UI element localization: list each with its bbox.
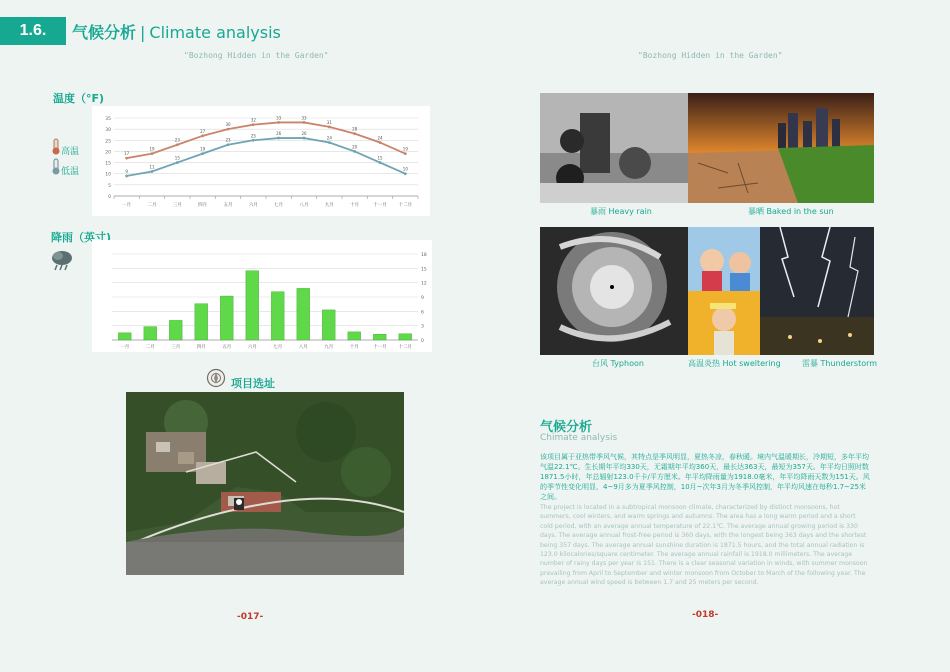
x-tick-label: 三月 bbox=[171, 345, 181, 350]
y-tick-label: 12 bbox=[421, 281, 427, 287]
caption-heavy-rain: 暴雨 Heavy rain bbox=[590, 207, 652, 216]
x-tick-label: 二月 bbox=[147, 203, 157, 208]
rain-bar bbox=[195, 304, 208, 340]
data-point bbox=[252, 123, 255, 126]
x-tick-label: 六月 bbox=[248, 203, 258, 208]
heavy-rain-photo bbox=[540, 93, 688, 203]
data-label: 25 bbox=[250, 133, 256, 139]
rain-bar bbox=[399, 334, 412, 340]
analysis-body-en: The project is located in a subtropical monsoon climate, characterized by distinct monsoons, hot summers, cool winters, and warm springs and autumns. The area has a long warm period and a short cold period, with an average annual temperature of 22.1℃. The average annual growing period is 330 days. The average annual frost-free period is 360 days, with the longest being 363 days and the shortest being 357 days. The average annual sunshine duration is 1871.5 hours, and the total annual radiation is 123.0 kilocalories/square centimeter. The average annual rainfall is 1918.0 millimeters. The average number of rainy days per year is 151. There is a clear seasonal variation in winds, with summer monsoon prevailing from April to September and winter monsoon from October to March of the following year. The average annual wind speed is between 1.7 and 25 meters per second. bbox=[540, 504, 868, 587]
data-point bbox=[125, 157, 128, 160]
analysis-title-zh: 气候分析 bbox=[540, 420, 593, 435]
data-label: 19 bbox=[402, 146, 408, 152]
rain-bar bbox=[246, 271, 259, 340]
data-label: 19 bbox=[200, 146, 206, 152]
rain-cloud-icon bbox=[50, 248, 74, 272]
section-title-zh: 气候分析 bbox=[72, 23, 137, 42]
legend-low-label: 低温 bbox=[61, 167, 80, 177]
data-label: 15 bbox=[377, 155, 383, 161]
x-tick-label: 三月 bbox=[172, 203, 182, 208]
sweltering-photo-2 bbox=[688, 291, 760, 355]
data-point bbox=[328, 141, 331, 144]
rain-bar bbox=[348, 332, 361, 340]
data-point bbox=[227, 128, 230, 131]
x-tick-label: 十月 bbox=[350, 203, 360, 208]
site-label: 项目选址 bbox=[231, 377, 275, 390]
site-aerial-map bbox=[126, 392, 404, 575]
y-tick-label: 10 bbox=[105, 172, 111, 178]
rain-bar bbox=[220, 296, 233, 340]
data-point bbox=[125, 175, 128, 178]
caption-baked: 暴晒 Baked in the sun bbox=[748, 207, 834, 216]
data-point bbox=[277, 137, 280, 140]
data-label: 33 bbox=[301, 115, 307, 121]
temperature-label: 温度（°F) bbox=[53, 92, 105, 105]
x-tick-label: 十一月 bbox=[373, 345, 387, 350]
data-label: 19 bbox=[149, 146, 155, 152]
title-separator: | bbox=[140, 23, 146, 42]
thunderstorm-photo bbox=[760, 227, 874, 355]
rain-bar bbox=[144, 327, 157, 340]
y-tick-label: 25 bbox=[105, 139, 111, 145]
data-point bbox=[379, 141, 382, 144]
tagline-left: "Bozhong Hidden in the Garden" bbox=[184, 51, 329, 60]
x-tick-label: 一月 bbox=[120, 345, 130, 350]
sweltering-photo-1 bbox=[688, 227, 760, 291]
rain-bar bbox=[271, 292, 284, 340]
page-number-left: -017- bbox=[237, 612, 264, 622]
x-tick-label: 四月 bbox=[198, 203, 208, 208]
x-tick-label: 十月 bbox=[349, 345, 359, 350]
data-label: 9 bbox=[125, 168, 128, 174]
caption-sweltering: 高温炎热 Hot sweltering bbox=[688, 359, 781, 368]
data-point bbox=[277, 121, 280, 124]
data-label: 30 bbox=[225, 122, 231, 128]
data-label: 27 bbox=[200, 128, 206, 134]
data-point bbox=[252, 139, 255, 142]
rain-label: 降雨（英寸) bbox=[51, 231, 112, 244]
analysis-title-en: Chimate analysis bbox=[540, 433, 618, 443]
section-title bbox=[72, 20, 281, 43]
y-tick-label: 3 bbox=[421, 324, 424, 330]
y-tick-label: 6 bbox=[421, 310, 424, 316]
analysis-body-zh: 该项目属于亚热带季风气候，其特点是季风明显，夏热冬凉，春秋暖。境内气温暖期长，冷期短，多年平均气温22.1℃。生长期年平均330天，无霜期年平均360天，最长达363天，最短为357天。年平均日照时数1871.5小时，年总辐射123.0千卡/平方厘米。年平均降雨量为1918.0毫米，年平均降雨天数为151天。风的季节性变化明显，4~9月多为夏季风控制，10月~次年3月为冬季风控制，年平均风速在每秒1.7~25米之间。 bbox=[540, 453, 870, 501]
x-tick-label: 九月 bbox=[324, 203, 334, 208]
rain-bar bbox=[373, 334, 386, 340]
typhoon-photo bbox=[540, 227, 688, 355]
x-tick-label: 四月 bbox=[196, 345, 206, 350]
y-tick-label: 5 bbox=[108, 183, 111, 189]
data-point bbox=[328, 126, 331, 129]
y-tick-label: 15 bbox=[421, 267, 427, 273]
location-icon bbox=[206, 368, 226, 388]
data-point bbox=[404, 152, 407, 155]
data-label: 17 bbox=[124, 151, 130, 157]
data-label: 23 bbox=[225, 137, 231, 143]
data-label: 28 bbox=[352, 126, 358, 132]
x-tick-label: 十一月 bbox=[373, 203, 387, 208]
rain-bar bbox=[169, 320, 182, 340]
data-label: 23 bbox=[174, 137, 180, 143]
x-tick-label: 十二月 bbox=[398, 345, 412, 350]
y-tick-label: 20 bbox=[105, 150, 111, 156]
page-number-right: -018- bbox=[692, 610, 719, 620]
data-label: 10 bbox=[402, 166, 408, 172]
rainfall-chart bbox=[92, 240, 432, 352]
x-tick-label: 二月 bbox=[145, 345, 155, 350]
data-label: 31 bbox=[326, 119, 332, 125]
data-point bbox=[353, 150, 356, 153]
baked-sun-photo bbox=[688, 93, 874, 203]
data-label: 24 bbox=[377, 135, 383, 141]
y-tick-label: 15 bbox=[105, 161, 111, 167]
y-tick-label: 9 bbox=[421, 296, 424, 301]
data-label: 26 bbox=[301, 131, 307, 137]
y-tick-label: 0 bbox=[108, 195, 111, 200]
legend-high-label: 高温 bbox=[61, 147, 80, 157]
data-point bbox=[151, 170, 154, 173]
data-point bbox=[379, 161, 382, 164]
caption-thunderstorm: 雷暴 Thunderstorm bbox=[802, 359, 878, 368]
data-label: 11 bbox=[149, 164, 155, 170]
y-tick-label: 18 bbox=[421, 253, 427, 258]
data-label: 20 bbox=[352, 144, 358, 150]
caption-typhoon: 台风 Typhoon bbox=[592, 359, 644, 368]
data-point bbox=[201, 134, 204, 137]
x-tick-label: 七月 bbox=[273, 345, 283, 350]
y-tick-label: 0 bbox=[421, 339, 424, 344]
section-number: 1.6. bbox=[0, 17, 66, 45]
data-point bbox=[151, 152, 154, 155]
data-point bbox=[303, 137, 306, 140]
x-tick-label: 五月 bbox=[222, 345, 232, 350]
data-label: 33 bbox=[276, 115, 282, 121]
x-tick-label: 八月 bbox=[298, 345, 308, 350]
data-point bbox=[227, 143, 230, 146]
data-label: 24 bbox=[326, 135, 332, 141]
section-title-en: Climate analysis bbox=[149, 23, 281, 42]
x-tick-label: 六月 bbox=[247, 345, 257, 350]
data-label: 26 bbox=[276, 131, 282, 137]
data-label: 15 bbox=[174, 155, 180, 161]
data-label: 32 bbox=[250, 117, 256, 123]
data-point bbox=[176, 161, 179, 164]
tagline-right: "Bozhong Hidden in the Garden" bbox=[638, 51, 783, 60]
data-point bbox=[353, 132, 356, 135]
x-tick-label: 十二月 bbox=[398, 203, 413, 208]
data-point bbox=[176, 143, 179, 146]
x-tick-label: 七月 bbox=[274, 203, 284, 208]
x-tick-label: 一月 bbox=[122, 203, 132, 208]
x-tick-label: 九月 bbox=[324, 345, 334, 350]
rain-bar bbox=[322, 310, 335, 340]
data-point bbox=[404, 172, 407, 175]
y-tick-label: 35 bbox=[105, 117, 111, 122]
x-tick-label: 五月 bbox=[223, 203, 233, 208]
temperature-chart bbox=[92, 106, 430, 216]
y-tick-label: 30 bbox=[105, 128, 111, 134]
rain-bar bbox=[297, 288, 310, 340]
x-tick-label: 八月 bbox=[299, 203, 309, 208]
data-point bbox=[201, 152, 204, 155]
rain-bar bbox=[118, 333, 131, 340]
data-point bbox=[303, 121, 306, 124]
